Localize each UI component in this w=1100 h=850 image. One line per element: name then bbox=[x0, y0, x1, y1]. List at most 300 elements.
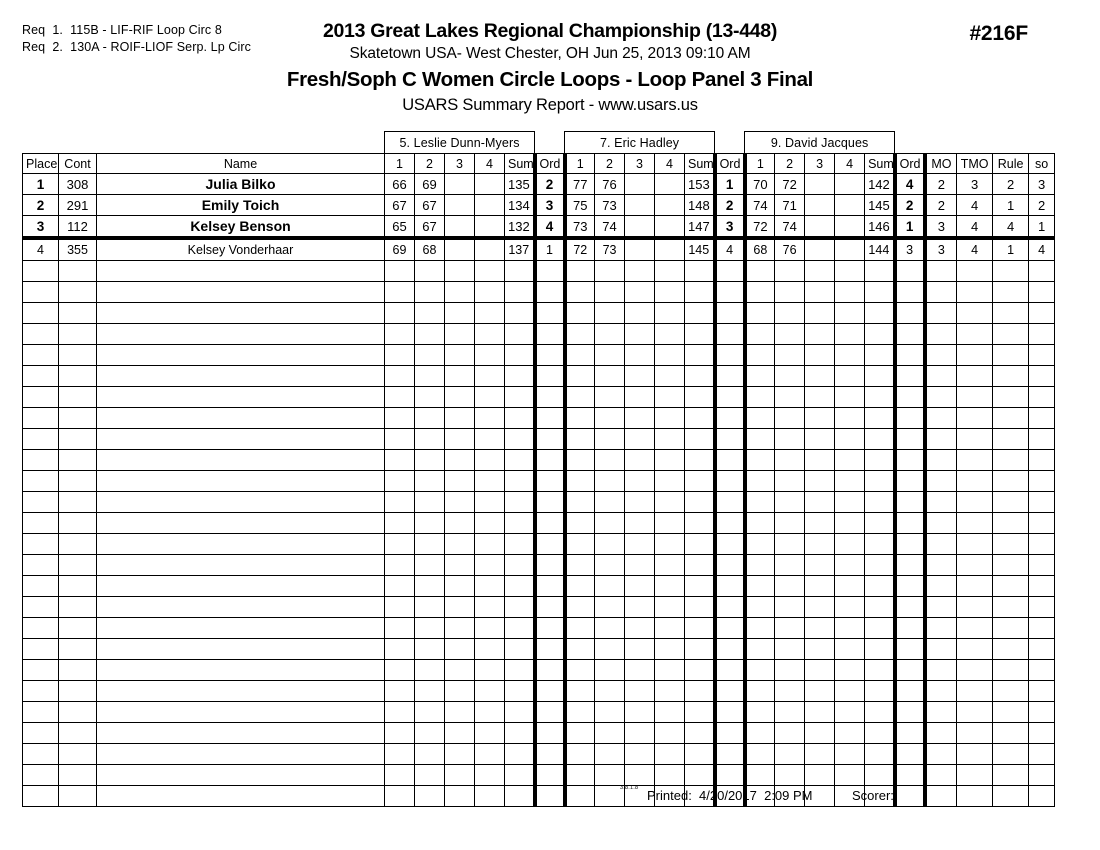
table-row-empty[interactable] bbox=[23, 261, 1055, 282]
cell-j3-e1 bbox=[745, 303, 775, 324]
cell-cont: 308 bbox=[59, 174, 97, 195]
cell-j3-e3 bbox=[805, 555, 835, 576]
table-row-empty[interactable] bbox=[23, 513, 1055, 534]
cell-tmo bbox=[957, 429, 993, 450]
cell-j2-e1: 77 bbox=[565, 174, 595, 195]
cell-j1-e3 bbox=[445, 513, 475, 534]
cell-j1-e4 bbox=[475, 282, 505, 303]
cell-j1-e3 bbox=[445, 702, 475, 723]
cell-j2-e4 bbox=[655, 534, 685, 555]
cell-j3-e1 bbox=[745, 408, 775, 429]
cell-j3-e1 bbox=[745, 387, 775, 408]
cell-j2-e1 bbox=[565, 597, 595, 618]
cell-j2-e3 bbox=[625, 723, 655, 744]
cell-rule bbox=[993, 450, 1029, 471]
version-label: 3.8.1.8 bbox=[620, 785, 639, 791]
cell-j3-e1 bbox=[745, 576, 775, 597]
cell-j1-sum bbox=[505, 576, 535, 597]
table-body bbox=[23, 132, 1055, 807]
cell-place bbox=[23, 471, 59, 492]
cell-j2-e4 bbox=[655, 345, 685, 366]
cell-rule bbox=[993, 534, 1029, 555]
cell-j3-e2 bbox=[775, 303, 805, 324]
cell-j3-sum bbox=[865, 303, 895, 324]
cell-mo bbox=[925, 744, 957, 765]
cell-j1-e1 bbox=[385, 555, 415, 576]
cell-j1-e4 bbox=[475, 702, 505, 723]
cell-j3-ord bbox=[895, 408, 925, 429]
cell-j3-e4 bbox=[835, 261, 865, 282]
cell-name bbox=[97, 345, 385, 366]
cell-tmo bbox=[957, 345, 993, 366]
table-row-empty[interactable] bbox=[23, 723, 1055, 744]
cell-j2-e3 bbox=[625, 195, 655, 216]
results-table bbox=[22, 131, 1055, 807]
cell-j3-sum: 146 bbox=[865, 216, 895, 239]
cell-j1-e4 bbox=[475, 238, 505, 261]
cell-cont bbox=[59, 492, 97, 513]
cell-j3-e2 bbox=[775, 576, 805, 597]
cell-j3-e3 bbox=[805, 429, 835, 450]
table-row-empty[interactable] bbox=[23, 324, 1055, 345]
cell-tmo bbox=[957, 618, 993, 639]
col-j2-sum: Sum bbox=[685, 154, 715, 174]
cell-j3-ord: 2 bbox=[895, 195, 925, 216]
cell-j2-e1: 75 bbox=[565, 195, 595, 216]
table-row-empty[interactable] bbox=[23, 534, 1055, 555]
cell-j2-e1 bbox=[565, 303, 595, 324]
cell-j1-e2 bbox=[415, 450, 445, 471]
cell-j2-e4 bbox=[655, 387, 685, 408]
cell-j3-e3 bbox=[805, 534, 835, 555]
cell-j1-ord bbox=[535, 681, 565, 702]
cell-rule: 1 bbox=[993, 238, 1029, 261]
cell-mo bbox=[925, 639, 957, 660]
col-rule: Rule bbox=[993, 154, 1029, 174]
cell-j1-e1 bbox=[385, 534, 415, 555]
cell-j2-e3 bbox=[625, 765, 655, 786]
cell-place bbox=[23, 345, 59, 366]
cell-j2-e2 bbox=[595, 387, 625, 408]
col-j2-e4: 4 bbox=[655, 154, 685, 174]
cell-place bbox=[23, 492, 59, 513]
cell-j3-e3 bbox=[805, 282, 835, 303]
cell-j3-ord bbox=[895, 366, 925, 387]
cell-so bbox=[1029, 429, 1055, 450]
cell-j1-e1 bbox=[385, 366, 415, 387]
cell-tmo bbox=[957, 303, 993, 324]
cell-j2-sum bbox=[685, 366, 715, 387]
cell-j3-ord bbox=[895, 534, 925, 555]
table-row-empty[interactable] bbox=[23, 681, 1055, 702]
cell-j1-sum bbox=[505, 744, 535, 765]
cell-mo: 2 bbox=[925, 195, 957, 216]
cell-so bbox=[1029, 555, 1055, 576]
table-row[interactable] bbox=[23, 195, 1055, 216]
cell-j1-e3 bbox=[445, 555, 475, 576]
cell-j3-e2 bbox=[775, 387, 805, 408]
cell-j1-ord bbox=[535, 345, 565, 366]
cell-rule bbox=[993, 366, 1029, 387]
cell-place bbox=[23, 324, 59, 345]
cell-mo bbox=[925, 702, 957, 723]
cell-tmo bbox=[957, 723, 993, 744]
cell-name bbox=[97, 261, 385, 282]
cell-j1-e1 bbox=[385, 303, 415, 324]
cell-j1-sum bbox=[505, 765, 535, 786]
cell-cont bbox=[59, 324, 97, 345]
cell-j3-e4 bbox=[835, 303, 865, 324]
table-row-empty[interactable] bbox=[23, 471, 1055, 492]
cell-place bbox=[23, 681, 59, 702]
cell-j3-ord bbox=[895, 387, 925, 408]
table-row-empty[interactable] bbox=[23, 555, 1055, 576]
band-gap-ord1 bbox=[535, 132, 565, 154]
cell-j1-e3 bbox=[445, 450, 475, 471]
cell-place bbox=[23, 639, 59, 660]
cell-j1-sum bbox=[505, 723, 535, 744]
cell-j2-e3 bbox=[625, 681, 655, 702]
cell-j2-e2 bbox=[595, 765, 625, 786]
cell-j2-ord bbox=[715, 345, 745, 366]
cell-j3-sum bbox=[865, 702, 895, 723]
table-row-empty[interactable] bbox=[23, 492, 1055, 513]
table-row-empty[interactable] bbox=[23, 303, 1055, 324]
cell-j3-sum bbox=[865, 597, 895, 618]
cell-j3-sum bbox=[865, 660, 895, 681]
cell-j2-sum: 147 bbox=[685, 216, 715, 239]
col-j2-ord: Ord bbox=[715, 154, 745, 174]
cell-place: 2 bbox=[23, 195, 59, 216]
cell-mo bbox=[925, 324, 957, 345]
table-row-empty[interactable] bbox=[23, 660, 1055, 681]
cell-j3-ord bbox=[895, 723, 925, 744]
band-gap-left3 bbox=[97, 132, 385, 154]
cell-j3-ord bbox=[895, 639, 925, 660]
col-j1-e3: 3 bbox=[445, 154, 475, 174]
event-title: Fresh/Soph C Women Circle Loops - Loop Panel 3 Final bbox=[286, 68, 814, 91]
cell-j3-e2 bbox=[775, 513, 805, 534]
cell-j2-e3 bbox=[625, 702, 655, 723]
cell-j3-e3 bbox=[805, 238, 835, 261]
cell-name bbox=[97, 576, 385, 597]
cell-name bbox=[97, 429, 385, 450]
title-block bbox=[0, 20, 1100, 116]
cell-j2-sum bbox=[685, 303, 715, 324]
cell-j1-e4 bbox=[475, 492, 505, 513]
cell-j3-ord bbox=[895, 450, 925, 471]
cell-tmo: 4 bbox=[957, 195, 993, 216]
table-row[interactable] bbox=[23, 174, 1055, 195]
cell-j2-sum: 148 bbox=[685, 195, 715, 216]
col-j3-sum: Sum bbox=[865, 154, 895, 174]
cell-j1-e4 bbox=[475, 576, 505, 597]
cell-j2-ord bbox=[715, 723, 745, 744]
cell-j1-sum bbox=[505, 513, 535, 534]
band-gap-rule bbox=[993, 132, 1029, 154]
cell-mo: 2 bbox=[925, 174, 957, 195]
cell-j2-e1 bbox=[565, 282, 595, 303]
cell-j2-e3 bbox=[625, 597, 655, 618]
cell-j3-e1: 70 bbox=[745, 174, 775, 195]
cell-j3-e3 bbox=[805, 471, 835, 492]
cell-j3-e3 bbox=[805, 702, 835, 723]
cell-place bbox=[23, 429, 59, 450]
cell-j1-ord: 1 bbox=[535, 238, 565, 261]
cell-rule bbox=[993, 597, 1029, 618]
cell-j3-e3 bbox=[805, 450, 835, 471]
cell-j3-sum bbox=[865, 366, 895, 387]
cell-place bbox=[23, 555, 59, 576]
cell-j3-ord bbox=[895, 303, 925, 324]
cell-j3-ord bbox=[895, 261, 925, 282]
table-row-empty[interactable] bbox=[23, 366, 1055, 387]
cell-j2-e3 bbox=[625, 555, 655, 576]
cell-j1-sum bbox=[505, 408, 535, 429]
cell-j3-e1 bbox=[745, 471, 775, 492]
cell-j1-ord bbox=[535, 765, 565, 786]
cell-j2-e3 bbox=[625, 576, 655, 597]
cell-j2-e2 bbox=[595, 429, 625, 450]
cell-rule bbox=[993, 639, 1029, 660]
cell-j2-e4 bbox=[655, 555, 685, 576]
cell-j2-e3 bbox=[625, 429, 655, 450]
judge-band-row bbox=[23, 132, 1055, 154]
table-row[interactable] bbox=[23, 216, 1055, 239]
cell-j3-e1 bbox=[745, 345, 775, 366]
cell-place: 1 bbox=[23, 174, 59, 195]
cell-j3-e4 bbox=[835, 429, 865, 450]
cell-mo bbox=[925, 534, 957, 555]
cell-j2-e4 bbox=[655, 723, 685, 744]
cell-rule bbox=[993, 282, 1029, 303]
cell-j3-sum bbox=[865, 765, 895, 786]
cell-j3-e2 bbox=[775, 597, 805, 618]
cell-so bbox=[1029, 261, 1055, 282]
cell-j1-e4 bbox=[475, 195, 505, 216]
cell-tmo bbox=[957, 534, 993, 555]
cell-rule bbox=[993, 681, 1029, 702]
cell-j1-e3 bbox=[445, 366, 475, 387]
cell-rule bbox=[993, 471, 1029, 492]
cell-j2-e1 bbox=[565, 261, 595, 282]
table-row-empty[interactable] bbox=[23, 408, 1055, 429]
cell-j2-e1 bbox=[565, 345, 595, 366]
cell-so bbox=[1029, 618, 1055, 639]
cell-tmo bbox=[957, 681, 993, 702]
cell-j3-e2: 74 bbox=[775, 216, 805, 239]
cell-j1-sum bbox=[505, 681, 535, 702]
cell-j2-sum bbox=[685, 450, 715, 471]
cell-j1-sum bbox=[505, 660, 535, 681]
cell-so: 1 bbox=[1029, 216, 1055, 239]
cell-j2-e4 bbox=[655, 366, 685, 387]
cell-j3-e3 bbox=[805, 597, 835, 618]
table-row-empty[interactable] bbox=[23, 702, 1055, 723]
cell-j2-e3 bbox=[625, 261, 655, 282]
cell-place bbox=[23, 702, 59, 723]
cell-so bbox=[1029, 366, 1055, 387]
cell-tmo bbox=[957, 387, 993, 408]
cell-j1-sum bbox=[505, 555, 535, 576]
cell-place bbox=[23, 765, 59, 786]
cell-j3-sum bbox=[865, 471, 895, 492]
cell-j3-e1 bbox=[745, 597, 775, 618]
col-j2-e2: 2 bbox=[595, 154, 625, 174]
venue-datetime: Skatetown USA- West Chester, OH Jun 25, 2013 09:10 AM bbox=[349, 45, 751, 62]
cell-j1-e2 bbox=[415, 282, 445, 303]
cell-j2-e2 bbox=[595, 702, 625, 723]
cell-mo bbox=[925, 387, 957, 408]
table-row-empty[interactable] bbox=[23, 639, 1055, 660]
cell-name bbox=[97, 471, 385, 492]
column-header-row bbox=[23, 154, 1055, 174]
cell-place bbox=[23, 261, 59, 282]
cell-j2-sum bbox=[685, 576, 715, 597]
cell-j3-e1 bbox=[745, 702, 775, 723]
cell-j2-e1 bbox=[565, 324, 595, 345]
cell-mo bbox=[925, 513, 957, 534]
cell-j3-e1 bbox=[745, 660, 775, 681]
cell-j2-ord bbox=[715, 282, 745, 303]
cell-rule: 1 bbox=[993, 195, 1029, 216]
cell-so bbox=[1029, 492, 1055, 513]
cell-j3-e2: 71 bbox=[775, 195, 805, 216]
cell-j3-e3 bbox=[805, 366, 835, 387]
cell-j2-ord bbox=[715, 303, 745, 324]
cell-cont: 112 bbox=[59, 216, 97, 239]
cell-j3-e2 bbox=[775, 660, 805, 681]
cell-j2-e3 bbox=[625, 513, 655, 534]
cell-tmo bbox=[957, 282, 993, 303]
cell-j2-sum bbox=[685, 387, 715, 408]
cell-tmo bbox=[957, 471, 993, 492]
cell-cont bbox=[59, 303, 97, 324]
cell-j2-e2 bbox=[595, 513, 625, 534]
cell-j2-sum bbox=[685, 723, 715, 744]
table-row-empty[interactable] bbox=[23, 450, 1055, 471]
cell-j2-e2: 76 bbox=[595, 174, 625, 195]
cell-j1-e1 bbox=[385, 597, 415, 618]
cell-mo bbox=[925, 282, 957, 303]
cell-j2-e2 bbox=[595, 576, 625, 597]
cell-j3-e1 bbox=[745, 366, 775, 387]
cell-j1-ord bbox=[535, 471, 565, 492]
cell-j1-e1 bbox=[385, 576, 415, 597]
cell-j3-e2 bbox=[775, 324, 805, 345]
cell-j3-e3 bbox=[805, 195, 835, 216]
cell-j1-e4 bbox=[475, 471, 505, 492]
table-row-empty[interactable] bbox=[23, 765, 1055, 786]
cell-j3-e3 bbox=[805, 576, 835, 597]
cell-tmo bbox=[957, 702, 993, 723]
cell-j2-sum: 145 bbox=[685, 238, 715, 261]
cell-j3-ord bbox=[895, 597, 925, 618]
cell-j2-ord bbox=[715, 681, 745, 702]
cell-j3-e4 bbox=[835, 702, 865, 723]
cell-j1-sum bbox=[505, 261, 535, 282]
col-j1-sum: Sum bbox=[505, 154, 535, 174]
table-row[interactable] bbox=[23, 238, 1055, 261]
table-row-empty[interactable] bbox=[23, 387, 1055, 408]
cell-j2-e1: 72 bbox=[565, 238, 595, 261]
cell-j2-e3 bbox=[625, 345, 655, 366]
cell-tmo: 4 bbox=[957, 216, 993, 239]
cell-j1-e3 bbox=[445, 723, 475, 744]
cell-name: Kelsey Benson bbox=[97, 216, 385, 239]
cell-mo bbox=[925, 261, 957, 282]
cell-j1-e1 bbox=[385, 429, 415, 450]
cell-rule: 4 bbox=[993, 216, 1029, 239]
cell-j3-e1: 68 bbox=[745, 238, 775, 261]
cell-j2-ord bbox=[715, 576, 745, 597]
cell-j3-e2 bbox=[775, 408, 805, 429]
cell-place bbox=[23, 723, 59, 744]
championship-title: 2013 Great Lakes Regional Championship (13-448) bbox=[322, 20, 778, 42]
band-gap-left bbox=[23, 132, 59, 154]
cell-tmo: 3 bbox=[957, 174, 993, 195]
cell-j3-e1: 74 bbox=[745, 195, 775, 216]
cell-so bbox=[1029, 534, 1055, 555]
cell-rule bbox=[993, 618, 1029, 639]
cell-j3-e4 bbox=[835, 723, 865, 744]
cell-j1-ord bbox=[535, 513, 565, 534]
cell-j1-e2 bbox=[415, 261, 445, 282]
cell-mo bbox=[925, 408, 957, 429]
cell-j3-sum bbox=[865, 261, 895, 282]
band-gap-tmo bbox=[957, 132, 993, 154]
cell-j1-sum bbox=[505, 282, 535, 303]
table-row-empty[interactable] bbox=[23, 744, 1055, 765]
cell-cont bbox=[59, 366, 97, 387]
cell-j2-e2 bbox=[595, 618, 625, 639]
cell-place bbox=[23, 513, 59, 534]
table-row-empty[interactable] bbox=[23, 597, 1055, 618]
cell-j1-e1: 65 bbox=[385, 216, 415, 239]
cell-place bbox=[23, 576, 59, 597]
band-gap-so bbox=[1029, 132, 1055, 154]
col-j1-e4: 4 bbox=[475, 154, 505, 174]
cell-j3-e3 bbox=[805, 765, 835, 786]
cell-j2-sum bbox=[685, 534, 715, 555]
cell-j3-e1 bbox=[745, 681, 775, 702]
cell-j1-e3 bbox=[445, 408, 475, 429]
cell-rule bbox=[993, 765, 1029, 786]
cell-tmo: 4 bbox=[957, 238, 993, 261]
table-row-empty[interactable] bbox=[23, 345, 1055, 366]
table-row-empty[interactable] bbox=[23, 576, 1055, 597]
cell-cont bbox=[59, 702, 97, 723]
cell-j2-e2 bbox=[595, 345, 625, 366]
cell-j2-e3 bbox=[625, 450, 655, 471]
table-row-empty[interactable] bbox=[23, 429, 1055, 450]
cell-j3-e1 bbox=[745, 555, 775, 576]
cell-j2-ord bbox=[715, 639, 745, 660]
cell-mo bbox=[925, 345, 957, 366]
cell-place bbox=[23, 618, 59, 639]
cell-tmo bbox=[957, 261, 993, 282]
cell-j1-e3 bbox=[445, 174, 475, 195]
cell-j2-e4 bbox=[655, 195, 685, 216]
cell-so bbox=[1029, 471, 1055, 492]
table-row-empty[interactable] bbox=[23, 618, 1055, 639]
cell-j2-sum bbox=[685, 513, 715, 534]
cell-j2-e2 bbox=[595, 408, 625, 429]
cell-cont bbox=[59, 429, 97, 450]
table-row-empty[interactable] bbox=[23, 282, 1055, 303]
cell-j2-e3 bbox=[625, 618, 655, 639]
cell-j3-e4 bbox=[835, 492, 865, 513]
